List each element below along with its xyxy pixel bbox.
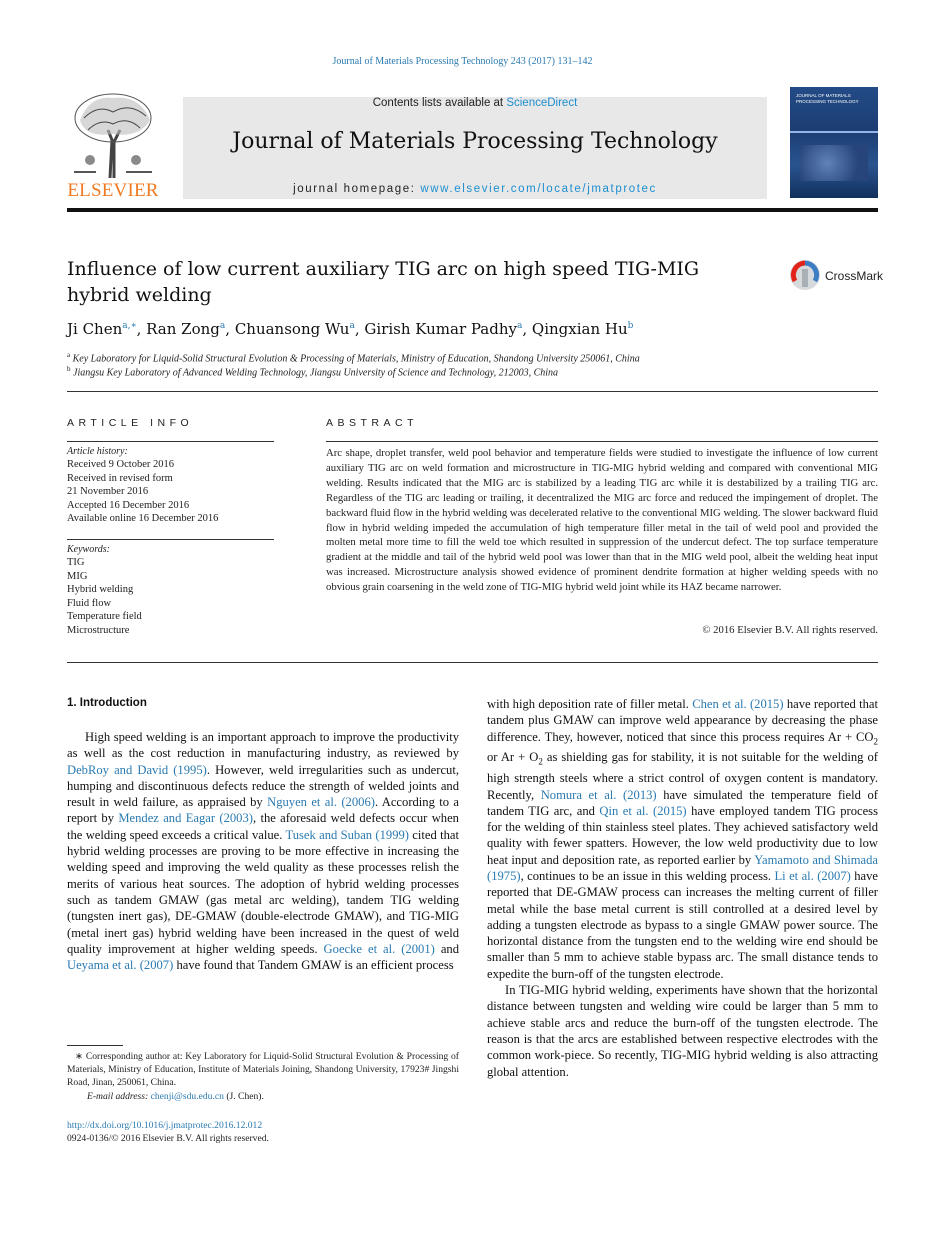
affiliation-mark: a bbox=[67, 351, 71, 359]
keyword-item: Microstructure bbox=[67, 624, 130, 636]
article-info-heading: ARTICLE INFO bbox=[67, 417, 194, 429]
keywords-rule bbox=[67, 539, 274, 540]
citation-link[interactable]: Nguyen et al. (2006) bbox=[267, 795, 375, 810]
author-list: Ji Chen$^{a,∗}$, Ran Zong$^a$, Chuansong Wu$^a$, Girish Kumar Padhy$^a$, Qingxian Hu$^b$ bbox=[67, 320, 634, 338]
citation-link[interactable]: Goecke et al. (2001) bbox=[323, 941, 435, 956]
affiliation-b bbox=[67, 365, 867, 378]
affiliation-text: Key Laboratory for Liquid-Solid Structural Evolution & Processing of Materials, Ministry of Education, Shandong University 250061, China bbox=[72, 353, 640, 365]
author-name: Chuansong Wu bbox=[234, 320, 350, 338]
introduction-heading: 1. Introduction bbox=[67, 697, 147, 709]
sciencedirect-link[interactable]: ScienceDirect bbox=[506, 97, 578, 109]
email-label: E-mail address: bbox=[87, 1090, 151, 1102]
corresponding-author-note: ∗ Corresponding author at: Key Laboratory for Liquid-Solid Structural Evolution & Processing of Materials, Ministry of Education, Institute of Materials Joining, Shandong University, 17923# Jingshi Road, Jinan, 250061, China. bbox=[67, 1051, 459, 1089]
article-info-rule bbox=[67, 441, 274, 442]
crossmark-label: CrossMark bbox=[825, 269, 884, 283]
author-affiliation-mark[interactable]: b bbox=[627, 321, 634, 331]
affiliation-mark: b bbox=[67, 365, 71, 373]
author-affiliation-mark[interactable]: a bbox=[219, 321, 226, 331]
doi-link[interactable]: http://dx.doi.org/10.1016/j.jmatprotec.2016.12.012 bbox=[67, 1120, 263, 1131]
journal-cover-thumbnail[interactable] bbox=[790, 87, 878, 198]
keyword-item: Fluid flow bbox=[67, 597, 112, 609]
keyword-item: TIG bbox=[67, 557, 85, 568]
crossmark-badge[interactable] bbox=[789, 259, 884, 293]
cover-band bbox=[790, 131, 878, 133]
keyword-item: Hybrid welding bbox=[67, 584, 134, 595]
elsevier-wordmark: ELSEVIER bbox=[67, 180, 159, 201]
doi-block bbox=[67, 1119, 269, 1145]
author-name: Qingxian Hu bbox=[531, 320, 628, 338]
contents-line bbox=[183, 97, 767, 109]
footnote-rule bbox=[67, 1045, 123, 1046]
corresponding-footnote bbox=[67, 1050, 459, 1103]
email-line bbox=[67, 1090, 459, 1103]
issn-line: 0924-0136/© 2016 Elsevier B.V. All rights reserved. bbox=[67, 1133, 269, 1144]
author-name: Girish Kumar Padhy bbox=[364, 320, 517, 338]
crossmark-icon bbox=[789, 259, 821, 291]
history-entry: Received in revised form bbox=[67, 472, 173, 484]
history-entry: 21 November 2016 bbox=[67, 486, 149, 497]
keyword-item: MIG bbox=[67, 570, 88, 582]
history-label: Article history: bbox=[67, 446, 128, 457]
journal-banner bbox=[183, 97, 767, 199]
keyword-list bbox=[67, 556, 142, 637]
abstract-heading: ABSTRACT bbox=[326, 417, 419, 429]
author-name: Ran Zong bbox=[146, 320, 220, 338]
citation-link[interactable]: Mendez and Eagar (2003) bbox=[118, 811, 253, 826]
citation-link[interactable]: DebRoy and David (1995) bbox=[67, 762, 207, 777]
masthead-rule bbox=[67, 208, 878, 212]
history-entry: Available online 16 December 2016 bbox=[67, 513, 219, 524]
article-history bbox=[67, 458, 218, 526]
citation-link[interactable]: Chen et al. (2015) bbox=[692, 697, 784, 711]
history-entry: Received 9 October 2016 bbox=[67, 459, 175, 470]
cover-image bbox=[800, 145, 868, 181]
email-suffix: (J. Chen). bbox=[223, 1090, 264, 1102]
subscript: 2 bbox=[873, 736, 878, 747]
affiliation-text: Jiangsu Key Laboratory of Advanced Welding Technology, Jiangsu University of Science and Technology, 212003, China bbox=[73, 367, 559, 379]
citation-link[interactable]: Tusek and Suban (1999) bbox=[285, 827, 409, 842]
keyword-item: Temperature field bbox=[67, 611, 142, 622]
journal-masthead bbox=[67, 87, 878, 200]
citation-link[interactable]: Nomura et al. (2013) bbox=[540, 787, 657, 802]
body-paragraph: High speed welding is an important approach to improve the productivity as well as the cost reduction in manufacturing industry, as reviewed by DebRoy and David (1995). However, weld irregularities such as undercut, humping and discontinuous defects reduce the strength of welded joints and result in weld failure, as appraised by Nguyen et al. (2006). According to a report by Mendez and Eagar (2003), the aforesaid weld defects occur when the welding speed exceeds a critical value. Tusek and Suban (1999) cited that hybrid welding processes are proving to be more effective in increasing the welding speed and improving the weld quality as these processes relish the merits of various heat sources. The adoption of hybrid welding processes such as tandem GMAW (gas metal arc welding), tandem TIG welding (tungsten inert gas), DE-GMAW (double-electrode GMAW), and TIG-MIG (metal inert gas) hybrid welding have been increased in the quest of weld quality improvement at higher welding speeds. Goecke et al. (2001) and Ueyama et al. (2007) have found that Tandem GMAW is an efficient process bbox=[67, 730, 460, 973]
abstract-text: Arc shape, droplet transfer, weld pool behavior and temperature fields were studied to investigate the influence of low current auxiliary TIG arc on weld formation and microstructure in TIG-MIG hybrid welding and compared with conventional MIG welding. Results indicated that the MIG arc is stabilized by a leading TIG arc while it is destabilized by a trailing TIG arc. Regardless of the TIG arc leading or trailing, it decentralized the MIG arc force and reduced the impingement of droplet. The backward fluid flow in the hybrid welding was decelerated relative to the conventional MIG welding. The slower backward fluid flow in hybrid welding impeded the accumulation of high temperature filler metal in the tail of weld pool and provided the molten metal more time to fill the weld toe which resulted in suppression of the undercut defect. The top surface temperature gradient at the middle and tail of the hybrid weld pool was lower than that in the MIG weld pool, albeit the welding heat input was increased. Microstructure analysis showed evidence of prominent dendrite formation at higher welding speeds with no obvious grain coarsening in the weld zone of TIG-MIG hybrid weld joint while its HAZ became narrower. bbox=[326, 447, 878, 594]
homepage-link[interactable]: www.elsevier.com/locate/jmatprotec bbox=[420, 183, 657, 195]
citation-link[interactable]: Ueyama et al. (2007) bbox=[67, 958, 174, 973]
homepage-prefix: journal homepage: bbox=[293, 183, 421, 195]
cover-title: JOURNAL OF MATERIALS PROCESSING TECHNOLOGY bbox=[796, 93, 859, 104]
abstract-rule bbox=[326, 441, 878, 442]
body-paragraph: with high deposition rate of filler metal. Chen et al. (2015) have reported that tandem plus GMAW can improve weld appearance by decreasing the phase difference. They, however, noticed that since this process requires $Ar + CO_2$ or $Ar + O_2$ as shielding gas for stability, it is not suitable for the welding of high strength steels where a strict control of oxygen content is mandatory. Recently, Nomura et al. (2013) have simulated the temperature field of tandem TIG arc, and Qin et al. (2015) have employed tandem TIG process for the welding of thin stainless steel plates. They achieved satisfactory weld quality with fewer spatters. However, the low weld productivity due to low heat input and deposition rate, as reported earlier by Yamamoto and Shimada (1975), continues to be an issue in this welding process. Li et al. (2007) have reported that DE-GMAW process can increases the melting current of filler metal while the base metal current is still controlled at a desired level by adding a tungsten electrode as bypass to a single GMAW power source. The horizontal distance from the tungsten end to the welding wire end should be smaller than 5 mm to achieve stable bypass arc. The small distance tends to expedite the burn-off of the tungsten electrode. bbox=[487, 697, 879, 981]
body-column-left bbox=[67, 729, 459, 973]
author-affiliation-mark[interactable]: a,∗ bbox=[122, 321, 137, 331]
homepage-line bbox=[183, 183, 767, 195]
elsevier-logo[interactable] bbox=[67, 87, 159, 199]
elsevier-tree-icon bbox=[70, 90, 156, 178]
abstract-divider bbox=[67, 662, 878, 663]
contents-prefix: Contents lists available at bbox=[372, 97, 507, 109]
keywords-label: Keywords: bbox=[67, 544, 110, 555]
author-affiliation-mark[interactable]: a bbox=[349, 321, 355, 331]
article-title: Influence of low current auxiliary TIG arc on high speed TIG-MIG hybrid welding bbox=[67, 258, 700, 306]
header-divider bbox=[67, 391, 878, 392]
author-name: Ji Chen bbox=[67, 320, 123, 338]
citation-link[interactable]: Yamamoto and Shimada (1975) bbox=[487, 852, 879, 883]
author-affiliation-mark[interactable]: a bbox=[517, 321, 523, 331]
body-paragraph: In TIG-MIG hybrid welding, experiments have shown that the horizontal distance between tungsten and welding wire could be larger than 5 mm to achieve stable arcs and reduce the burn-off of the tungsten electrode. The reason is that the arcs are established between respective electrodes with the common work-piece. So recently, TIG-MIG hybrid welding is also attracting global attention. bbox=[487, 983, 878, 1079]
journal-title: Journal of Materials Processing Technology bbox=[232, 129, 718, 154]
subscript: 2 bbox=[538, 756, 543, 767]
email-link[interactable]: chenji@sdu.edu.cn bbox=[150, 1090, 224, 1102]
journal-citation[interactable]: Journal of Materials Processing Technology 243 (2017) 131–142 bbox=[332, 56, 593, 67]
history-entry: Accepted 16 December 2016 bbox=[67, 499, 190, 511]
affiliation-a bbox=[67, 351, 867, 364]
body-column-right bbox=[487, 696, 878, 1080]
citation-link[interactable]: Li et al. (2007) bbox=[774, 869, 851, 883]
abstract-copyright: © 2016 Elsevier B.V. All rights reserved. bbox=[702, 624, 878, 636]
citation-link[interactable]: Qin et al. (2015) bbox=[599, 803, 687, 818]
